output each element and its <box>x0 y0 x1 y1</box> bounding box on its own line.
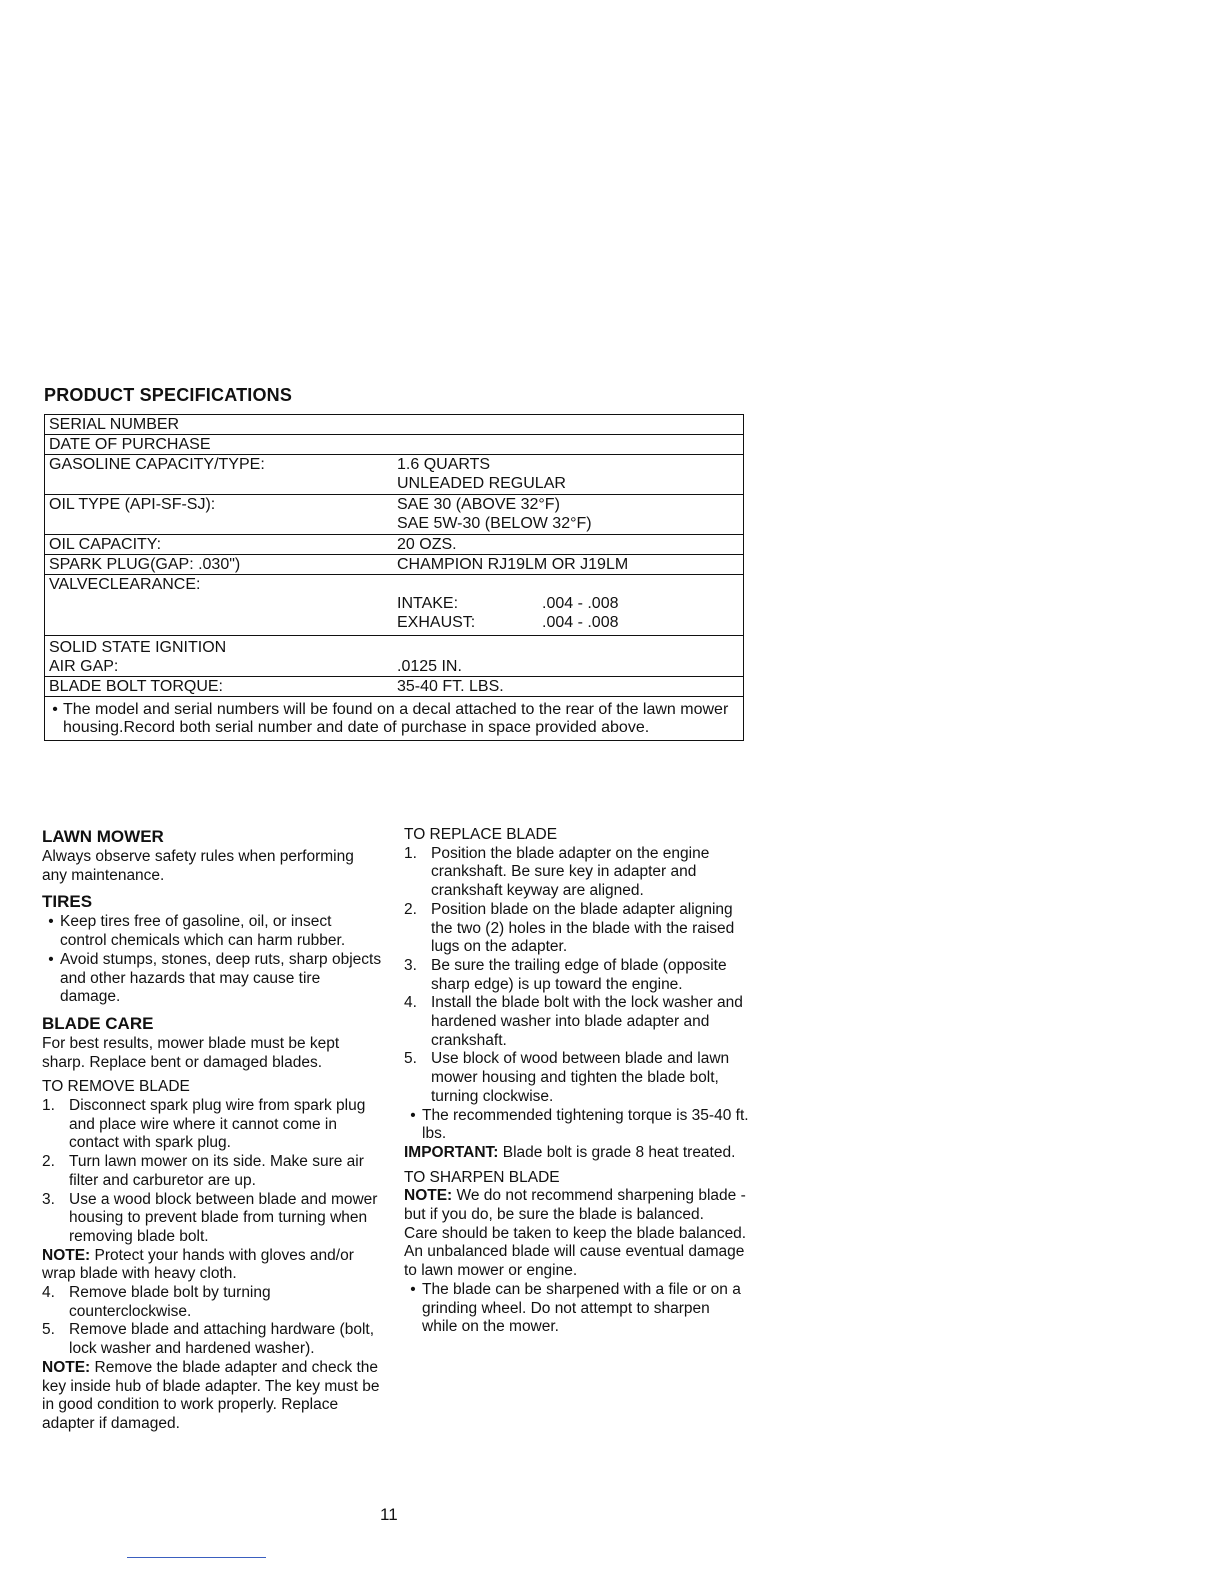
right-column <box>404 826 749 1337</box>
step-number: 5. <box>404 1050 417 1068</box>
exhaust-line <box>397 613 739 632</box>
care-text: Care should be taken to keep the blade balanced. An unbalanced blade will cause eventual damage to lawn mower or engine. <box>404 1224 747 1280</box>
step-text: Position blade on the blade adapter aligning the two (2) holes in the blade with the raised lugs on the adapter. <box>431 900 735 956</box>
spec-row-oil-type <box>45 495 743 535</box>
step-number: 3. <box>42 1190 55 1208</box>
step-text: Turn lawn mower on its side. Make sure air filter and carburetor are up. <box>69 1153 364 1189</box>
list-item <box>42 1284 382 1321</box>
spec-label: BLADE BOLT TORQUE: <box>49 678 223 695</box>
spec-table <box>44 414 744 741</box>
spec-row-oil-capacity <box>45 535 743 555</box>
note-text: We do not recommend sharpening blade - but if you do, be sure the blade is balanced. <box>404 1187 746 1224</box>
bullet-icon: • <box>48 913 54 931</box>
replace-blade-heading: TO REPLACE BLADE <box>404 826 558 843</box>
list-item <box>404 1050 749 1106</box>
bullet-icon: • <box>48 950 54 968</box>
list-item <box>42 951 382 1007</box>
note-label: NOTE: <box>42 1246 91 1264</box>
step-number: 5. <box>42 1321 55 1339</box>
spec-label: OIL TYPE (API-SF-SJ): <box>49 496 216 513</box>
exhaust-label: EXHAUST: <box>397 614 476 631</box>
spec-row-date <box>45 435 743 455</box>
spec-row-serial <box>45 415 743 435</box>
list-item <box>42 1321 382 1358</box>
list-item <box>404 1107 749 1144</box>
step-text: Use block of wood between blade and lawn mower housing and tighten the blade bolt, turning clockwise. <box>431 1050 730 1105</box>
spec-label: GASOLINE CAPACITY/TYPE: <box>49 456 265 473</box>
spec-row-valve-clearance <box>45 575 743 636</box>
list-item <box>404 1281 749 1337</box>
spec-label: SPARK PLUG(GAP: .030") <box>49 556 241 573</box>
spec-value-line: UNLEADED REGULAR <box>397 475 566 492</box>
step-text: Use a wood block between blade and mower housing to prevent blade from turning when removing blade bolt. <box>69 1190 378 1245</box>
important-label: IMPORTANT: <box>404 1143 499 1161</box>
step-number: 1. <box>42 1097 55 1115</box>
remove-steps-continued <box>42 1284 382 1359</box>
step-text: Install the blade bolt with the lock washer and hardened washer into blade adapter and crankshaft. <box>431 994 743 1049</box>
sharpen-blade-heading: TO SHARPEN BLADE <box>404 1168 560 1186</box>
spec-value: 35-40 FT. LBS. <box>397 678 504 695</box>
step-number: 2. <box>42 1153 55 1171</box>
step-number: 4. <box>42 1284 55 1302</box>
tires-list <box>42 913 382 1007</box>
blade-care-heading: BLADE CARE <box>42 1013 154 1033</box>
spec-label: VALVECLEARANCE: <box>49 576 201 593</box>
step-text: Remove blade and attaching hardware (bolt, lock washer and hardened washer). <box>69 1321 375 1358</box>
note-label: NOTE: <box>42 1358 91 1376</box>
spec-value <box>397 435 743 454</box>
tires-heading: TIRES <box>42 892 93 912</box>
spec-note-text: The model and serial numbers will be found on a decal attached to the rear of the lawn mower housing.Record both serial number and date of purchase in space provided above. <box>63 701 729 736</box>
intake-label: INTAKE: <box>397 595 459 612</box>
note-text: Remove the blade adapter and check the key inside hub of blade adapter. The key must be in good condition to work properly. Replace adapter if damaged. <box>42 1358 380 1432</box>
spec-label <box>45 638 397 676</box>
spec-value-line: SAE 5W-30 (BELOW 32°F) <box>397 515 592 532</box>
spec-row-gasoline <box>45 455 743 495</box>
page-title: PRODUCT SPECIFICATIONS <box>44 385 293 405</box>
spec-value <box>397 415 743 434</box>
step-number: 2. <box>404 900 417 918</box>
bullet-icon: • <box>410 1106 416 1124</box>
step-text: Be sure the trailing edge of blade (opposite sharp edge) is up toward the engine. <box>431 956 727 993</box>
spec-label: OIL CAPACITY: <box>49 536 162 553</box>
exhaust-value: .004 - .008 <box>542 614 619 631</box>
remove-steps <box>42 1097 382 1247</box>
spec-label: DATE OF PURCHASE <box>49 436 211 453</box>
blade-care-text: For best results, mower blade must be kept sharp. Replace bent or damaged blades. <box>42 1034 340 1071</box>
spec-row-torque <box>45 677 743 697</box>
note-paragraph <box>42 1247 382 1284</box>
list-item <box>404 994 749 1050</box>
spec-label: SERIAL NUMBER <box>49 416 180 433</box>
remove-blade-heading: TO REMOVE BLADE <box>42 1078 190 1096</box>
spec-label-line: AIR GAP: <box>49 658 119 675</box>
spec-value: CHAMPION RJ19LM OR J19LM <box>397 556 629 573</box>
replace-steps <box>404 845 749 1107</box>
step-number: 4. <box>404 994 417 1012</box>
step-text: Disconnect spark plug wire from spark plug and place wire where it cannot come in contact with spark plug. <box>69 1097 366 1152</box>
footer-divider <box>127 1557 266 1558</box>
bullet-icon: • <box>52 701 58 718</box>
list-item <box>42 1191 382 1247</box>
spec-value <box>397 455 743 493</box>
step-number: 1. <box>404 844 417 862</box>
intake-value: .004 - .008 <box>542 595 619 612</box>
important-text: Blade bolt is grade 8 heat treated. <box>502 1143 736 1161</box>
step-text: Position the blade adapter on the engine crankshaft. Be sure key in adapter and crankshaft keyway are aligned. <box>431 844 710 900</box>
spec-note <box>45 697 743 740</box>
list-item <box>42 1153 382 1190</box>
list-item-text: The recommended tightening torque is 35-40 ft. lbs. <box>422 1106 749 1143</box>
spec-value-line: SAE 30 (ABOVE 32°F) <box>397 496 560 513</box>
spec-row-ignition <box>45 636 743 677</box>
step-number: 3. <box>404 956 417 974</box>
list-item-text: Keep tires free of gasoline, oil, or insect control chemicals which can harm rubber. <box>60 913 346 950</box>
spec-value <box>397 495 743 533</box>
spec-value-line: 1.6 QUARTS <box>397 456 491 473</box>
spec-value: .0125 IN. <box>397 658 462 675</box>
list-item <box>404 845 749 901</box>
spec-value: 20 OZS. <box>397 536 457 553</box>
spec-value <box>397 575 743 632</box>
left-column <box>42 826 382 1434</box>
important-paragraph <box>404 1144 749 1163</box>
lawn-mower-heading: LAWN MOWER <box>42 827 164 846</box>
list-item <box>42 1097 382 1153</box>
note-text: Protect your hands with gloves and/or wrap blade with heavy cloth. <box>42 1246 354 1283</box>
note-label: NOTE: <box>404 1187 453 1205</box>
spec-label-line: SOLID STATE IGNITION <box>49 639 227 656</box>
spec-row-spark-plug <box>45 555 743 575</box>
page-number: 11 <box>380 1505 398 1524</box>
list-item <box>404 901 749 957</box>
list-item-text: The blade can be sharpened with a file or on a grinding wheel. Do not attempt to sharpen while on the mower. <box>422 1280 741 1336</box>
list-item-text: Avoid stumps, stones, deep ruts, sharp objects and other hazards that may cause tire damage. <box>60 950 382 1006</box>
note-paragraph <box>42 1359 382 1434</box>
bullet-icon: • <box>410 1280 416 1298</box>
lawn-mower-text: Always observe safety rules when performing any maintenance. <box>42 848 354 884</box>
step-text: Remove blade bolt by turning counterclockwise. <box>69 1284 271 1320</box>
list-item <box>404 957 749 994</box>
intake-line <box>397 594 739 613</box>
list-item <box>42 913 382 950</box>
note-paragraph <box>404 1187 749 1224</box>
